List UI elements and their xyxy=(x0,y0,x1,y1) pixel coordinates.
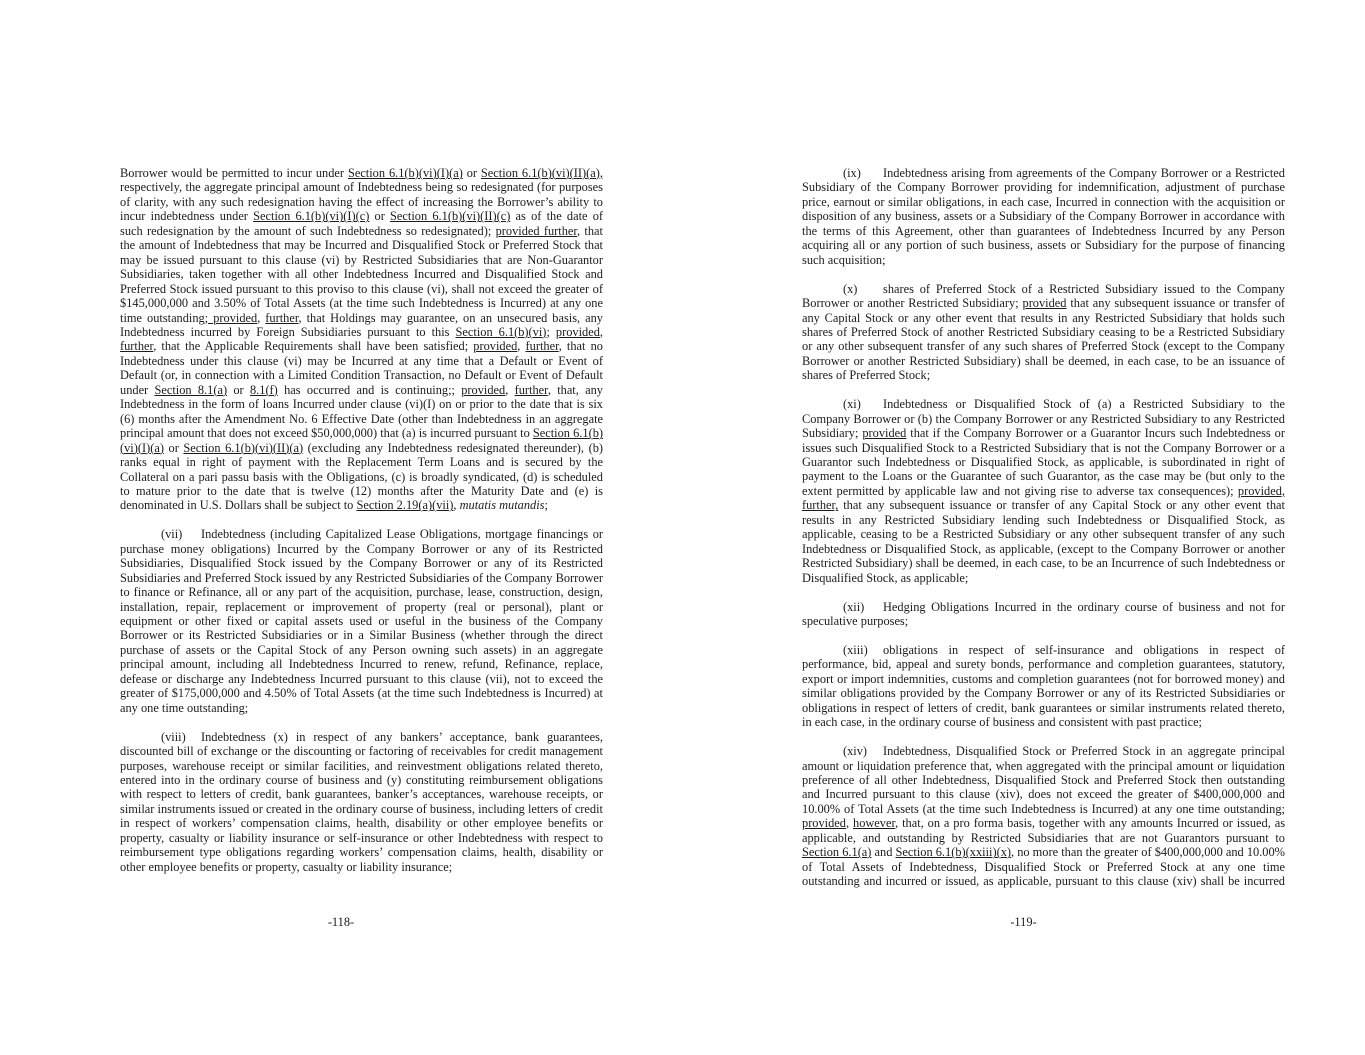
text-run: ; xyxy=(544,498,548,513)
text-run: , xyxy=(505,382,515,397)
underlined-text: Section 6.1(b)(vi)(I)(a) xyxy=(120,426,603,455)
text-run: Borrower would be permitted to incur under xyxy=(120,166,348,180)
text-run: Indebtedness, Disqualified Stock or Preferred Stock in an aggregate principal amount or liquidation preference that, when aggregated with the principal amount or liquidation preference of all other Indebtedness, Disqualified Stock and Preferred Stock then outstanding and Incurred pursuant to this clause (xiv), does not exceed the greater of $400,000,000 and 10.00% of Total Assets (at the time such Indebtedness is Incurred) at any one time outstanding; xyxy=(802,744,1285,816)
text-run: Hedging Obligations Incurred in the ordinary course of business and not for speculative purposes; xyxy=(802,599,1285,628)
text-run: respectively, the aggregate principal amount of Indebtedness being so redesignated (for purposes of clarity, with any such redesignation having the effect of increasing the Borrower’s ability to incur indebtedness under xyxy=(120,180,603,224)
page-number: -118- xyxy=(327,915,355,929)
page-118 xyxy=(0,0,682,1055)
underlined-text: further xyxy=(514,382,548,397)
text-run: or xyxy=(163,440,184,455)
text-run: , that no Indebtedness under this clause (vi) may be Incurred at any time that a Default or Event of Default (or, in connection with a Limited Condition Transaction, no Default or Event of Default under xyxy=(120,339,603,397)
text-run: , that, on a pro forma basis, together with any amounts Incurred or issued, as applicable, and outstanding by Restricted Subsidiaries that are not Guarantors pursuant to xyxy=(802,816,1286,845)
clause-paragraph xyxy=(802,397,1285,585)
text-run: and xyxy=(871,845,896,860)
clause-paragraph xyxy=(802,282,1285,383)
underlined-text: provided xyxy=(802,816,846,831)
clause-paragraph xyxy=(120,730,603,875)
underlined-text: Section 6.1(b)(vi)(II)(a), xyxy=(480,166,603,180)
text-run: obligations in respect of self-insurance and obligations in respect of performance, bid, appeal and surety bonds, performance and completion guarantees, statutory, export or import indemnities, customs and completion guarantees (not for borrowed money) and similar obligations provided by the Company Borrower or any of its Restricted Subsidiaries or obligations in respect of letters of credit, bank guarantees or similar instruments related thereto, in each case, in the ordinary course of business and consistent with past practice; xyxy=(802,642,1285,730)
underlined-text: Section 6.1(b)(xxiii)(x) xyxy=(895,845,1011,860)
text-run: Indebtedness (including Capitalized Lease Obligations, mortgage financings or purchase money obligations) Incurred by the Company Borrower or any of its Restricted Subsidiaries, Disqualified Stock issued by the Company Borrower or any of its Restricted Subsidiaries and Preferred Stock issued by any Restricted Subsidiaries of the Company Borrower to finance or Refinance, all or any part of the acquisition, purchase, lease, construction, design, installation, repair, replacement or improvement of property (real or personal), plant or equipment or other fixed or capital assets used or useful in the business of the Company Borrower or its Restricted Subsidiaries or in a Similar Business (whether through the direct purchase of assets or the Capital Stock of any Person owning such assets) in an aggregate principal amount, including all Indebtedness Incurred to renew, refund, Refinance, replace, defease or discharge any Indebtedness Incurred pursuant to this clause (vii), not to exceed the greater of $175,000,000 and 4.50% of Total Assets (at the time such Indebtedness is Incurred) at any one time outstanding; xyxy=(120,527,603,715)
text-run: , that the amount of Indebtedness that may be Incurred and Disqualified Stock or Preferred Stock that may be issued pursuant to this clause (vi) by Restricted Subsidiaries that are Non-Guarantor Subsidiaries, taken together with all other Indebtedness Incurred and Disqualified Stock and Preferred Stock issued pursuant to this proviso to this clause (vi), shall not exceed the greater of $145,000,000 and 3.50% of Total Assets (at the time such Indebtedness is Incurred) at any one time outstanding xyxy=(120,223,603,325)
underlined-text: Section 6.1(b)(vi)(I)(c) xyxy=(253,209,370,224)
underlined-text: provided xyxy=(1022,296,1067,311)
text-run: or xyxy=(227,382,250,397)
underlined-text: further xyxy=(120,339,154,354)
clause-label: (vii) xyxy=(161,527,183,542)
clause-label: (x) xyxy=(843,281,858,296)
underlined-text: Section 6.1(a) xyxy=(802,845,872,860)
underlined-text: ; provided xyxy=(204,310,258,325)
underlined-text: Section 6.1(b)(vi) xyxy=(455,324,547,339)
text-run: , xyxy=(257,310,266,325)
clause-paragraph xyxy=(802,166,1285,267)
text-run: Indebtedness (x) in respect of any bankers’ acceptance, bank guarantees, discounted bill of exchange or the discounting or factoring of receivables for credit management purposes, warehouse receipt or similar facilities, and reinvestment obligations related thereto, entered into in the ordinary course of business and (y) constituting reimbursement obligations with respect to letters of credit, bank guarantees, banker’s acceptances, warehouse receipts, or similar instruments issued or created in the ordinary course of business, including letters of credit in respect of workers’ compensation claims, health, disability or other employee benefits or property, casualty or liability insurance or self-insurance or other Indebtedness with respect to reimbursement type obligations regarding workers’ compensation claims, health, disability or other employee benefits or property, casualty or liability insurance; xyxy=(120,729,603,874)
underlined-text: provided xyxy=(473,339,518,354)
text-run: Indebtedness or Disqualified Stock of (a) a Restricted Subsidiary to the Company Borrower or (b) the Company Borrower or any Restricted Subsidiary to any Restricted Subsidiary; xyxy=(802,397,1285,441)
underlined-text: Section 6.1(b)(vi)(II)(c) xyxy=(390,209,511,224)
text-run: , xyxy=(846,816,853,831)
text-run: , no more than the greater of $400,000,000 and 10.00% of Total Assets of Indebtedness, Disqualified Stock or Preferred Stock at any one time outstanding and incurred or issued, as applicable, pursuant to this clause (xiv) shall be incurred xyxy=(802,845,1285,889)
underlined-text: further xyxy=(525,339,559,354)
text-run: , that, any Indebtedness in the form of loans Incurred under clause (vi)(I) on or prior to the date that is six (6) months after the Amendment No. 6 Effective Date (other than Indebtedness in an aggregate principal amount that does not exceed $50,000,000) that (a) is incurred pursuant to xyxy=(120,382,603,441)
text-run: , xyxy=(599,324,603,339)
underlined-text: Section 6.1(b)(vi)(II)(a) xyxy=(183,440,304,455)
text-run: that any subsequent issuance or transfer of any Capital Stock or any other event that results in any Restricted Subsidiary that holds such shares of Preferred Stock of another Restricted Subsidiary ceasing to be a Restricted Subsidiary or any other subsequent transfer of any such shares of Preferred Stock (except to the Company Borrower or another Restricted Subsidiary) shall be deemed, in each case, to be an issuance of shares of Preferred Stock; xyxy=(802,296,1285,383)
underlined-text: 8.1(f) xyxy=(249,382,278,397)
underlined-text: Section 6.1(b)(vi)(I)(a) xyxy=(347,166,463,180)
underlined-text: provided xyxy=(555,324,600,339)
underlined-text: further xyxy=(265,310,299,325)
text-run: (excluding any Indebtedness redesignated thereunder), (b) ranks equal in right of payment with the Replacement Term Loans and is secured by the Collateral on a pari passu basis with the Obligations, (c) is broadly syndicated, (d) is scheduled to mature prior to the date that is twelve (12) months after the Maturity Date and (e) is denominated in U.S. Dollars shall be subject to xyxy=(120,440,604,513)
page-body-text xyxy=(802,166,1285,903)
clause-paragraph xyxy=(120,527,603,715)
underlined-text: Section 2.19(a)(vii) xyxy=(356,498,454,513)
page-number: -119- xyxy=(1010,915,1037,929)
text-run: ; xyxy=(546,324,556,339)
text-run: that any subsequent issuance or transfer of any Capital Stock or any other event that results in any Restricted Subsidiary lending such Indebtedness or Disqualified Stock, as applicable, ceasing to be a Restricted Subsidiary or any other subsequent transfer of any such Indebtedness or Disqualified Stock, as applicable, (except to the Company Borrower or another Restricted Subsidiary) shall be deemed, in each case, to be an Incurrence of such Indebtedness or Disqualified Stock, as applicable; xyxy=(802,498,1285,585)
clause-paragraph xyxy=(802,600,1285,629)
text-run: , that Holdings may guarantee, on an unsecured basis, any Indebtedness incurred by Foreign Subsidiaries pursuant to this xyxy=(120,310,603,339)
text-run: has occurred and is continuing;; xyxy=(277,382,462,397)
clause-label: (ix) xyxy=(843,166,861,180)
page-119 xyxy=(682,0,1365,1055)
text-run: , xyxy=(517,339,526,354)
clause-label: (viii) xyxy=(161,729,186,744)
clause-paragraph xyxy=(802,643,1285,730)
text-run: , that the Applicable Requirements shall have been satisfied; xyxy=(153,339,474,354)
clause-label: (xiii) xyxy=(843,642,868,657)
underlined-text: provided xyxy=(461,382,506,397)
italic-text: mutatis mutandis xyxy=(459,498,545,513)
underlined-text: however xyxy=(853,816,896,831)
text-run: Indebtedness arising from agreements of the Company Borrower or a Restricted Subsidiary of the Company Borrower providing for indemnification, adjustment of purchase price, earnout or similar obligations, in each case, Incurred in connection with the acquisition or disposition of any business, assets or a Subsidiary of the Company Borrower in accordance with the terms of this Agreement, other than guarantees of Indebtedness Incurred by any Person acquiring all or any portion of such business, assets or Subsidiary for the purpose of financing such acquisition; xyxy=(802,166,1285,267)
continued-paragraph xyxy=(120,166,603,513)
clause-paragraph xyxy=(802,744,1285,889)
underlined-text: Section 8.1(a) xyxy=(154,382,228,397)
underlined-text: provided xyxy=(862,426,907,441)
text-run: shares of Preferred Stock of a Restricted Subsidiary issued to the Company Borrower or another Restricted Subsidiary; xyxy=(802,281,1285,311)
text-run: that if the Company Borrower or a Guarantor Incurs such Indebtedness or issues such Disqualified Stock to a Restricted Subsidiary that is not the Company Borrower or a Guarantor such Indebtedness or Disqualified Stock, as applicable, is subordinated in right of payment to the Loans or the Guarantee of such Guarantor, as the case may be (but only to the extent permitted by applicable law and not giving rise to adverse tax consequences); xyxy=(802,426,1285,498)
clause-label: (xiv) xyxy=(843,744,868,759)
clause-label: (xi) xyxy=(843,397,861,412)
underlined-text: provided, further, xyxy=(802,483,1285,513)
text-run: or xyxy=(369,209,391,224)
page-body-text xyxy=(120,166,603,889)
text-run: as of the date of such redesignation by the amount of such Indebtedness so redesignated); xyxy=(120,209,604,238)
text-run: , xyxy=(453,498,460,513)
underlined-text: provided further xyxy=(495,223,578,238)
clause-label: (xii) xyxy=(843,599,865,614)
text-run: or xyxy=(462,166,481,180)
